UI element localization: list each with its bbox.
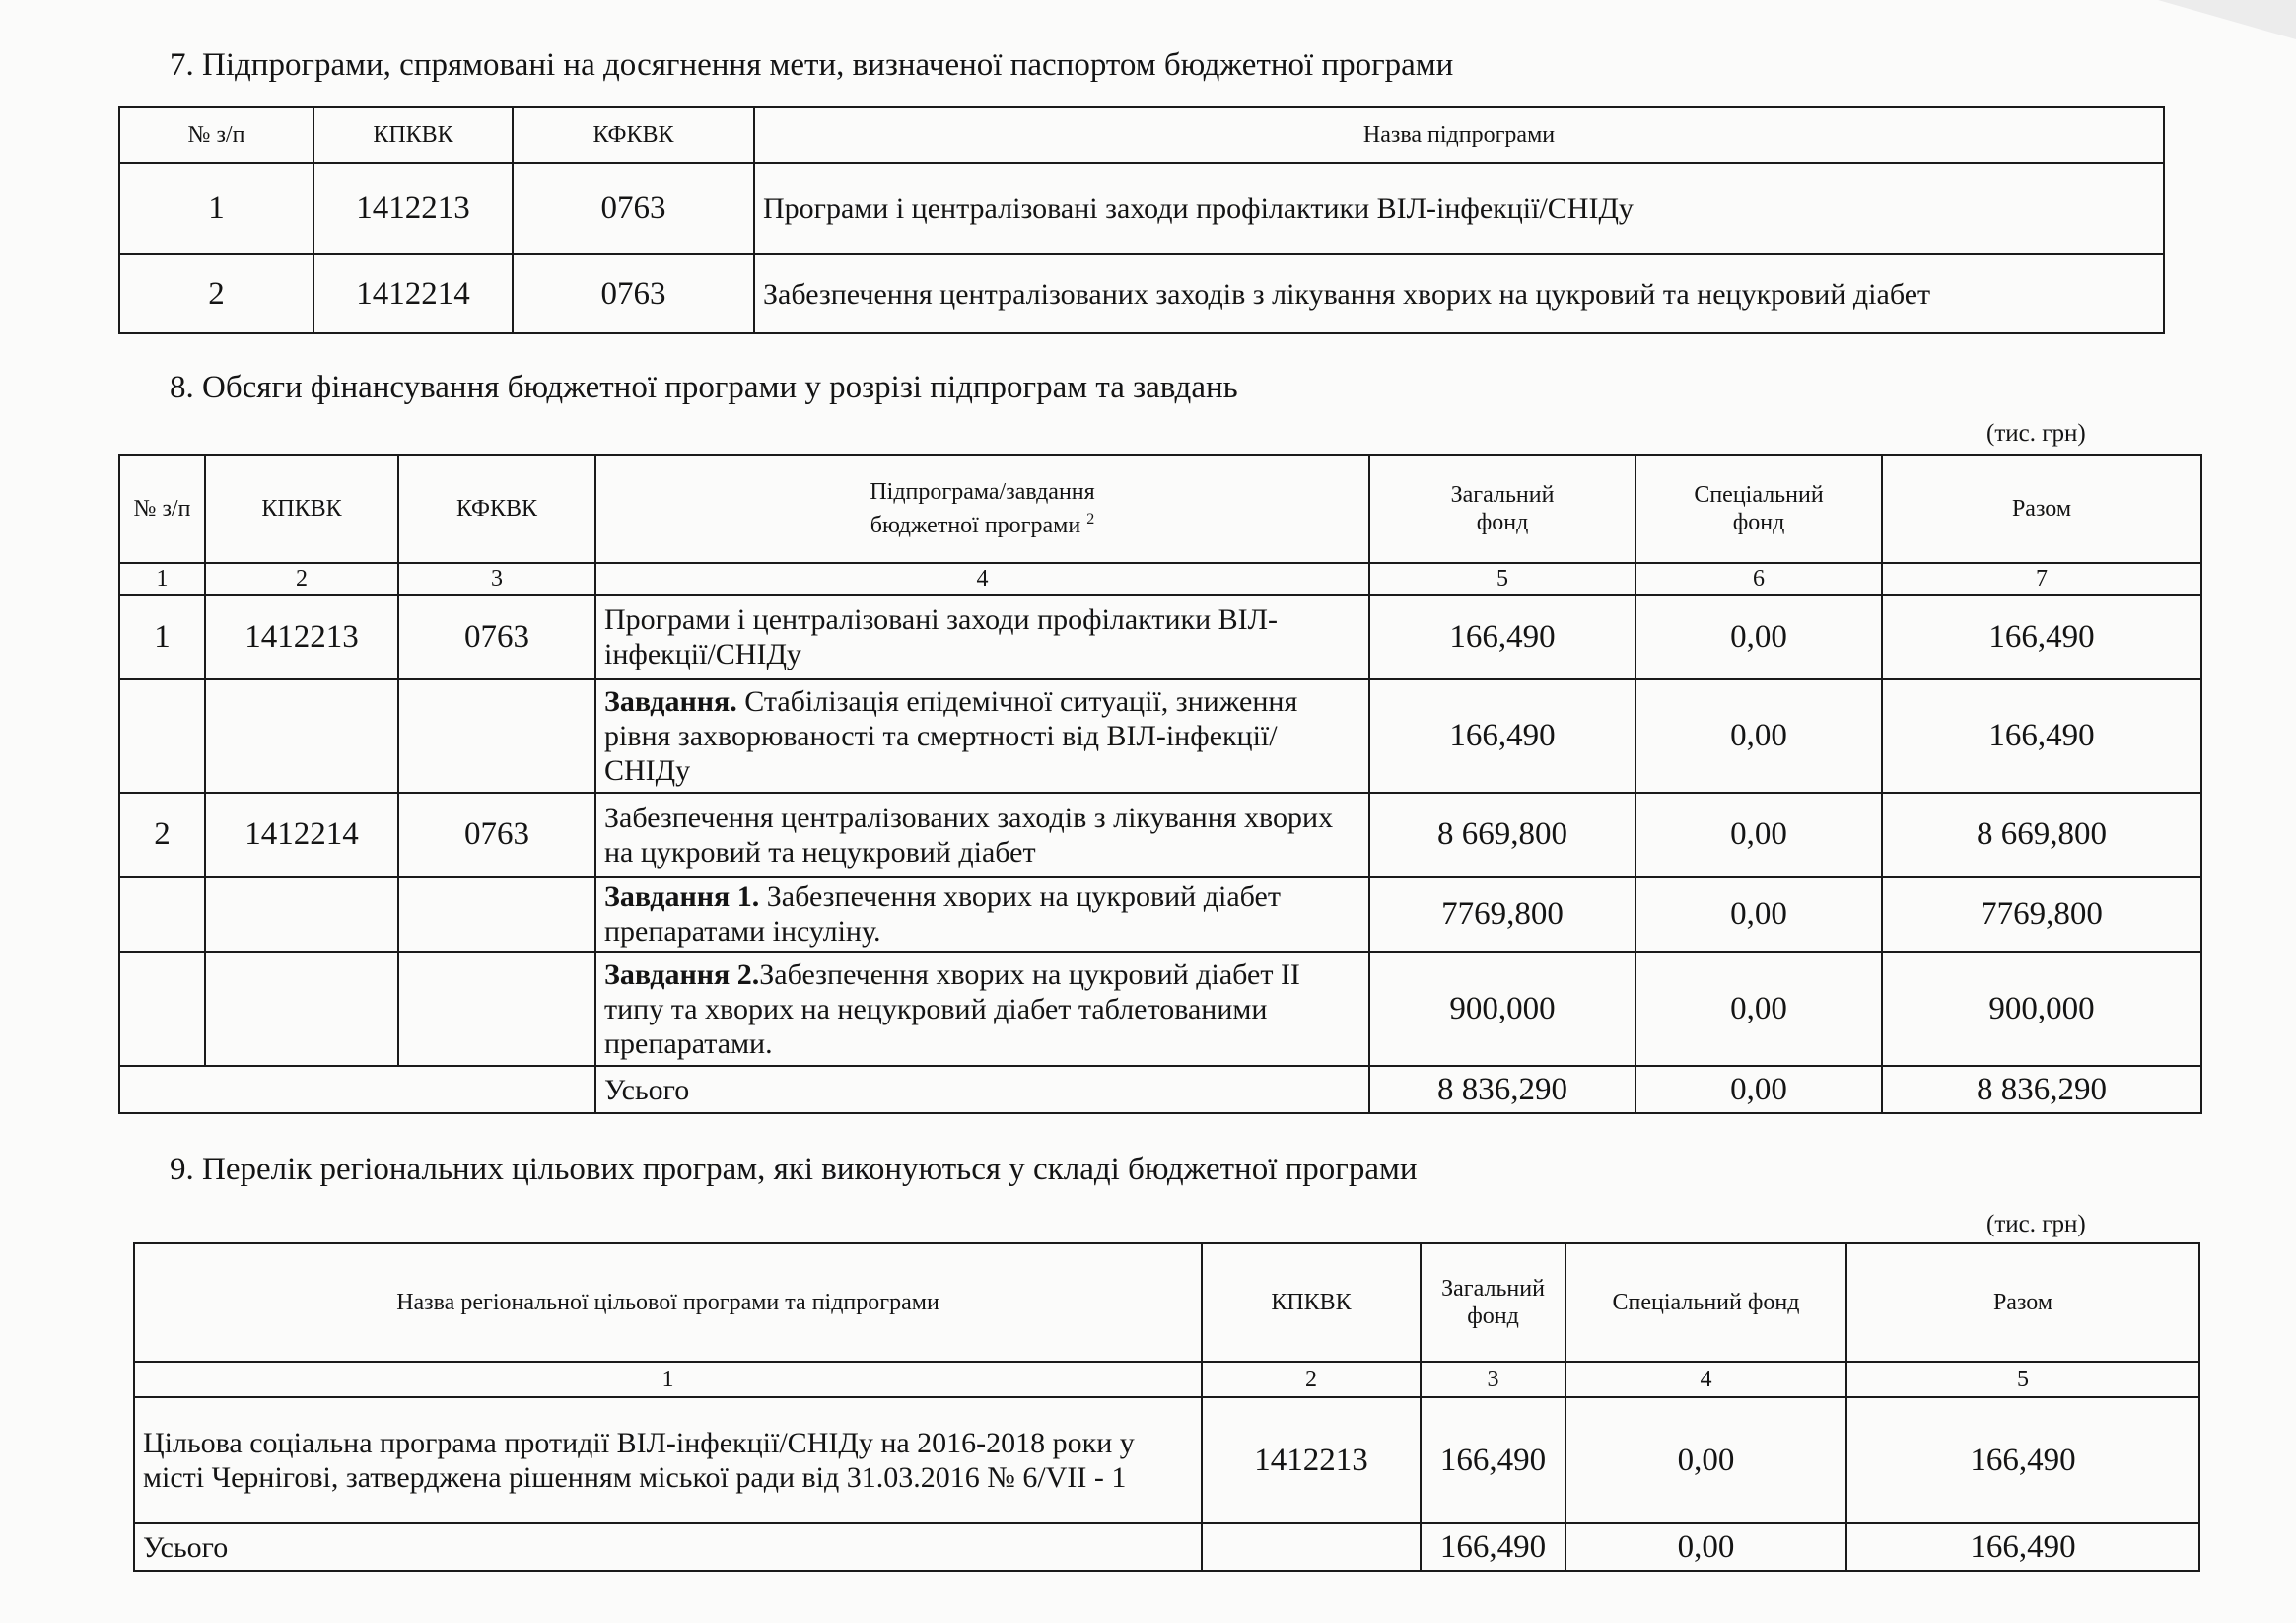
row-subprogram-task — [595, 952, 1369, 1066]
row-number: 1 — [119, 163, 313, 254]
total-row — [119, 1066, 2201, 1113]
row-special-fund: 0,00 — [1635, 679, 1882, 793]
index-cell: 5 — [1369, 563, 1635, 595]
index-cell: 7 — [1882, 563, 2201, 595]
header-kpkvk: КПКВК — [205, 455, 398, 563]
row-kfkvk: 0763 — [398, 595, 595, 679]
index-cell: 3 — [398, 563, 595, 595]
header-general-fund: Загальний фонд — [1421, 1243, 1565, 1362]
table-row — [119, 877, 2201, 952]
index-cell: 5 — [1846, 1362, 2199, 1397]
task-text: Забезпечення хворих на цукровий діабет препаратами інсуліну. — [604, 881, 1281, 948]
section-9-units: (тис. грн) — [1986, 1211, 2086, 1237]
section-7-table — [118, 106, 2165, 334]
row-special-fund: 0,00 — [1635, 793, 1882, 877]
row-general-fund: 166,490 — [1369, 679, 1635, 793]
index-cell: 4 — [1565, 1362, 1846, 1397]
row-kpkvk: 1412214 — [313, 254, 513, 333]
header-number: № з/п — [119, 107, 313, 163]
task-text: Забезпечення централізованих заходів з лікування хворих на цукровий та нецукровий діабет — [604, 801, 1334, 869]
table-header-row — [119, 455, 2201, 563]
row-kfkvk — [398, 679, 595, 793]
section-7-title: 7. Підпрограми, спрямовані на досягнення мети, визначеної паспортом бюджетної програми — [170, 47, 1454, 83]
header-general-fund: Загальний фонд — [1369, 455, 1635, 563]
row-kpkvk: 1412214 — [205, 793, 398, 877]
header-kpkvk: КПКВК — [1202, 1243, 1421, 1362]
section-9-title: 9. Перелік регіональних цільових програм, які виконуються у складі бюджетної програми — [170, 1152, 1418, 1187]
row-number — [119, 877, 205, 952]
row-number: 2 — [119, 254, 313, 333]
header-special-fund: Спеціальний фонд — [1565, 1243, 1846, 1362]
section-8-title: 8. Обсяги фінансування бюджетної програми у розрізі підпрограм та завдань — [170, 370, 1238, 405]
section-8-table — [118, 454, 2202, 1114]
index-cell: 1 — [119, 563, 205, 595]
table-row — [119, 793, 2201, 877]
row-program-name: Цільова соціальна програма протидії ВІЛ-інфекції/СНІДу на 2016-2018 роки у місті Чернігові, затверджена рішенням міської ради від 31.03.2016 № 6/VII - 1 — [134, 1397, 1202, 1523]
row-number — [119, 679, 205, 793]
header-footnote-mark: 2 — [1086, 511, 1095, 528]
table-header-row — [134, 1243, 2199, 1362]
task-text: Забезпечення хворих на цукровий діабет ІІ типу та хворих на нецукровий діабет таблетованими препаратами. — [604, 957, 1300, 1060]
folded-corner — [2158, 0, 2296, 39]
index-cell: 1 — [134, 1362, 1202, 1397]
section-8-units: (тис. грн) — [1986, 420, 2086, 447]
row-special-fund: 0,00 — [1635, 877, 1882, 952]
row-kpkvk: 1412213 — [205, 595, 398, 679]
row-kfkvk — [398, 952, 595, 1066]
task-label: Завдання 1. — [604, 881, 760, 913]
row-number: 2 — [119, 793, 205, 877]
total-label: Усього — [595, 1066, 1369, 1113]
total-general-fund: 8 836,290 — [1369, 1066, 1635, 1113]
table-row — [119, 163, 2164, 254]
total-label: Усього — [134, 1523, 1202, 1571]
row-subprogram-task — [595, 877, 1369, 952]
header-special-fund: Спеціальний фонд — [1635, 455, 1882, 563]
total-total: 166,490 — [1846, 1523, 2199, 1571]
table-row — [119, 679, 2201, 793]
header-kfkvk: КФКВК — [513, 107, 754, 163]
task-label: Завдання. — [604, 685, 737, 718]
row-kpkvk — [205, 877, 398, 952]
row-subprogram-name: Програми і централізовані заходи профілактики ВІЛ-інфекції/СНІДу — [754, 163, 2164, 254]
total-empty-cell — [119, 1066, 205, 1113]
header-total: Разом — [1882, 455, 2201, 563]
index-cell: 3 — [1421, 1362, 1565, 1397]
row-general-fund: 166,490 — [1369, 595, 1635, 679]
index-cell: 4 — [595, 563, 1369, 595]
total-empty-cell — [1202, 1523, 1421, 1571]
row-kpkvk: 1412213 — [1202, 1397, 1421, 1523]
total-special-fund: 0,00 — [1565, 1523, 1846, 1571]
row-kpkvk — [205, 679, 398, 793]
row-number: 1 — [119, 595, 205, 679]
row-subprogram-task — [595, 679, 1369, 793]
row-total: 166,490 — [1882, 679, 2201, 793]
row-general-fund: 166,490 — [1421, 1397, 1565, 1523]
table-header-row — [119, 107, 2164, 163]
row-kfkvk — [398, 877, 595, 952]
row-total: 900,000 — [1882, 952, 2201, 1066]
table-row — [119, 595, 2201, 679]
header-subprogram-task — [595, 455, 1369, 563]
header-subprogram-name: Назва підпрограми — [754, 107, 2164, 163]
row-general-fund: 900,000 — [1369, 952, 1635, 1066]
row-general-fund: 8 669,800 — [1369, 793, 1635, 877]
row-kfkvk: 0763 — [398, 793, 595, 877]
row-kfkvk: 0763 — [513, 254, 754, 333]
index-row — [119, 563, 2201, 595]
row-special-fund: 0,00 — [1635, 595, 1882, 679]
total-total: 8 836,290 — [1882, 1066, 2201, 1113]
row-kfkvk: 0763 — [513, 163, 754, 254]
row-special-fund: 0,00 — [1565, 1397, 1846, 1523]
index-cell: 6 — [1635, 563, 1882, 595]
section-9-table — [133, 1242, 2200, 1572]
index-row — [134, 1362, 2199, 1397]
index-cell: 2 — [1202, 1362, 1421, 1397]
table-row — [119, 254, 2164, 333]
row-kpkvk — [205, 952, 398, 1066]
table-row — [119, 952, 2201, 1066]
task-text: Програми і централізовані заходи профілактики ВІЛ-інфекції/СНІДу — [604, 603, 1278, 670]
total-empty-cell — [205, 1066, 398, 1113]
row-subprogram-task — [595, 595, 1369, 679]
task-text: Стабілізація епідемічної ситуації, зниження рівня захворюваності та смертності від ВІЛ-інфекції/СНІДу — [604, 685, 1298, 787]
table-row — [134, 1397, 2199, 1523]
row-subprogram-name: Забезпечення централізованих заходів з лікування хворих на цукровий та нецукровий діабет — [754, 254, 2164, 333]
row-subprogram-task — [595, 793, 1369, 877]
row-general-fund: 7769,800 — [1369, 877, 1635, 952]
row-special-fund: 0,00 — [1635, 952, 1882, 1066]
row-total: 8 669,800 — [1882, 793, 2201, 877]
total-special-fund: 0,00 — [1635, 1066, 1882, 1113]
header-program-name: Назва регіональної цільової програми та підпрограми — [134, 1243, 1202, 1362]
total-general-fund: 166,490 — [1421, 1523, 1565, 1571]
task-label: Завдання 2. — [604, 957, 760, 991]
header-number: № з/п — [119, 455, 205, 563]
row-number — [119, 952, 205, 1066]
index-cell: 2 — [205, 563, 398, 595]
header-subprogram-task-label: Підпрограма/завдання бюджетної програми — [870, 479, 1095, 538]
total-empty-cell — [398, 1066, 595, 1113]
header-kpkvk: КПКВК — [313, 107, 513, 163]
row-total: 7769,800 — [1882, 877, 2201, 952]
row-total: 166,490 — [1846, 1397, 2199, 1523]
row-total: 166,490 — [1882, 595, 2201, 679]
row-kpkvk: 1412213 — [313, 163, 513, 254]
header-kfkvk: КФКВК — [398, 455, 595, 563]
total-row — [134, 1523, 2199, 1571]
header-total: Разом — [1846, 1243, 2199, 1362]
